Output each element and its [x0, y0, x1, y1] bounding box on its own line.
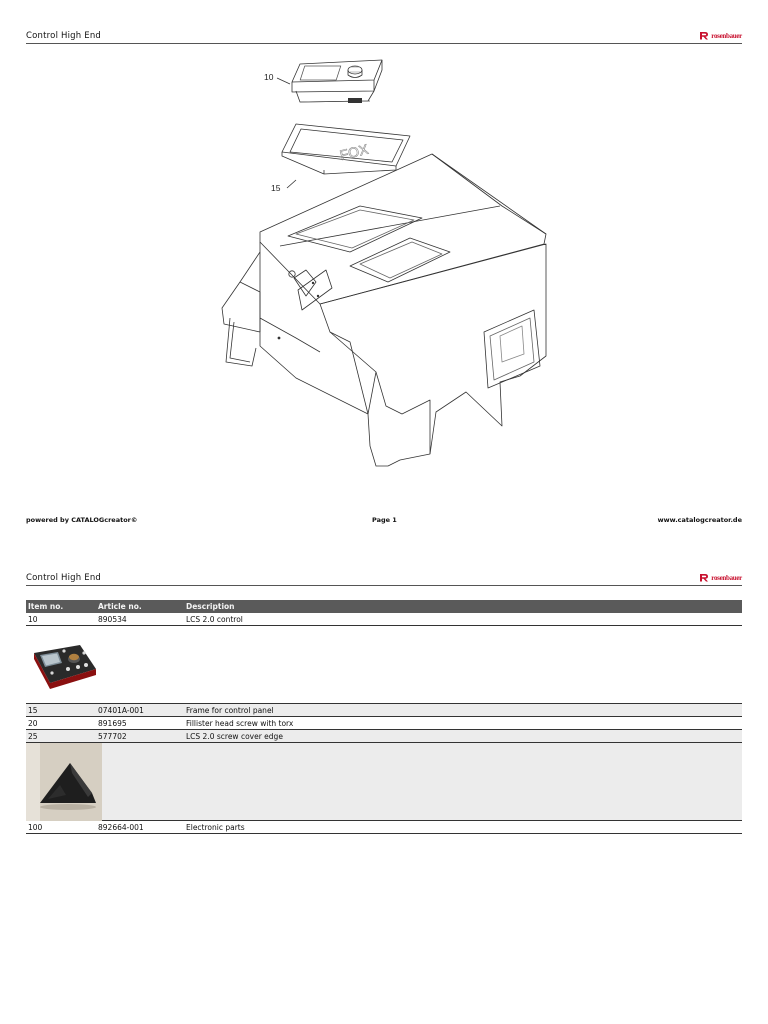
parts-table	[26, 600, 742, 834]
lcs-control-image	[28, 639, 100, 691]
brand-logo	[699, 31, 742, 40]
screw-cover-photo	[26, 743, 102, 820]
part-description: Fillister head screw with torx	[186, 718, 294, 728]
part-description: LCS 2.0 screw cover edge	[186, 731, 283, 741]
lcs-control-photo	[26, 626, 102, 703]
table-row[interactable]	[26, 730, 742, 743]
item-number: 100	[28, 822, 43, 832]
item-number: 25	[28, 731, 38, 741]
article-number: 577702	[98, 731, 127, 741]
brand-logo-2	[699, 573, 742, 582]
table-header-row	[26, 600, 742, 613]
article-number: 892664-001	[98, 822, 144, 832]
page-number: Page 1	[372, 516, 397, 524]
control-frame-drawing	[282, 124, 410, 174]
powered-by-text: powered by CATALOGcreator©	[26, 516, 138, 524]
part-image-row	[26, 743, 742, 821]
article-number: 07401A-001	[98, 705, 144, 715]
logo-wordmark: rosenbauer	[711, 31, 742, 40]
column-header-item-no: Item no.	[28, 602, 64, 611]
rosenbauer-logo-icon	[699, 31, 709, 40]
frame-lettering: FOX	[338, 140, 370, 164]
page-header	[26, 28, 742, 44]
website-link[interactable]: www.catalogcreator.de	[657, 516, 742, 524]
cover-housing-drawing	[222, 154, 546, 466]
table-row[interactable]	[26, 717, 742, 730]
item-number: 15	[28, 705, 38, 715]
page-title-2: Control High End	[26, 573, 102, 583]
item-number: 10	[28, 614, 38, 624]
part-description: Electronic parts	[186, 822, 245, 832]
exploded-view-diagram	[200, 56, 570, 476]
item-number: 20	[28, 718, 38, 728]
rosenbauer-logo-icon	[699, 573, 709, 582]
screw-cover-image	[26, 743, 102, 821]
callout-15: 15	[271, 183, 281, 193]
article-number: 890534	[98, 614, 127, 624]
article-number: 891695	[98, 718, 127, 728]
column-header-description: Description	[186, 602, 235, 611]
part-description: Frame for control panel	[186, 705, 274, 715]
table-row[interactable]	[26, 613, 742, 626]
logo-wordmark-2: rosenbauer	[711, 573, 742, 582]
page-header-2	[26, 570, 742, 586]
control-unit-drawing	[292, 60, 382, 103]
page-title: Control High End	[26, 31, 102, 41]
table-row[interactable]	[26, 704, 742, 717]
column-header-article-no: Article no.	[98, 602, 142, 611]
part-image-row	[26, 626, 742, 704]
callout-10: 10	[264, 72, 274, 82]
page-footer	[26, 516, 742, 528]
table-row[interactable]	[26, 821, 742, 834]
part-description: LCS 2.0 control	[186, 614, 243, 624]
